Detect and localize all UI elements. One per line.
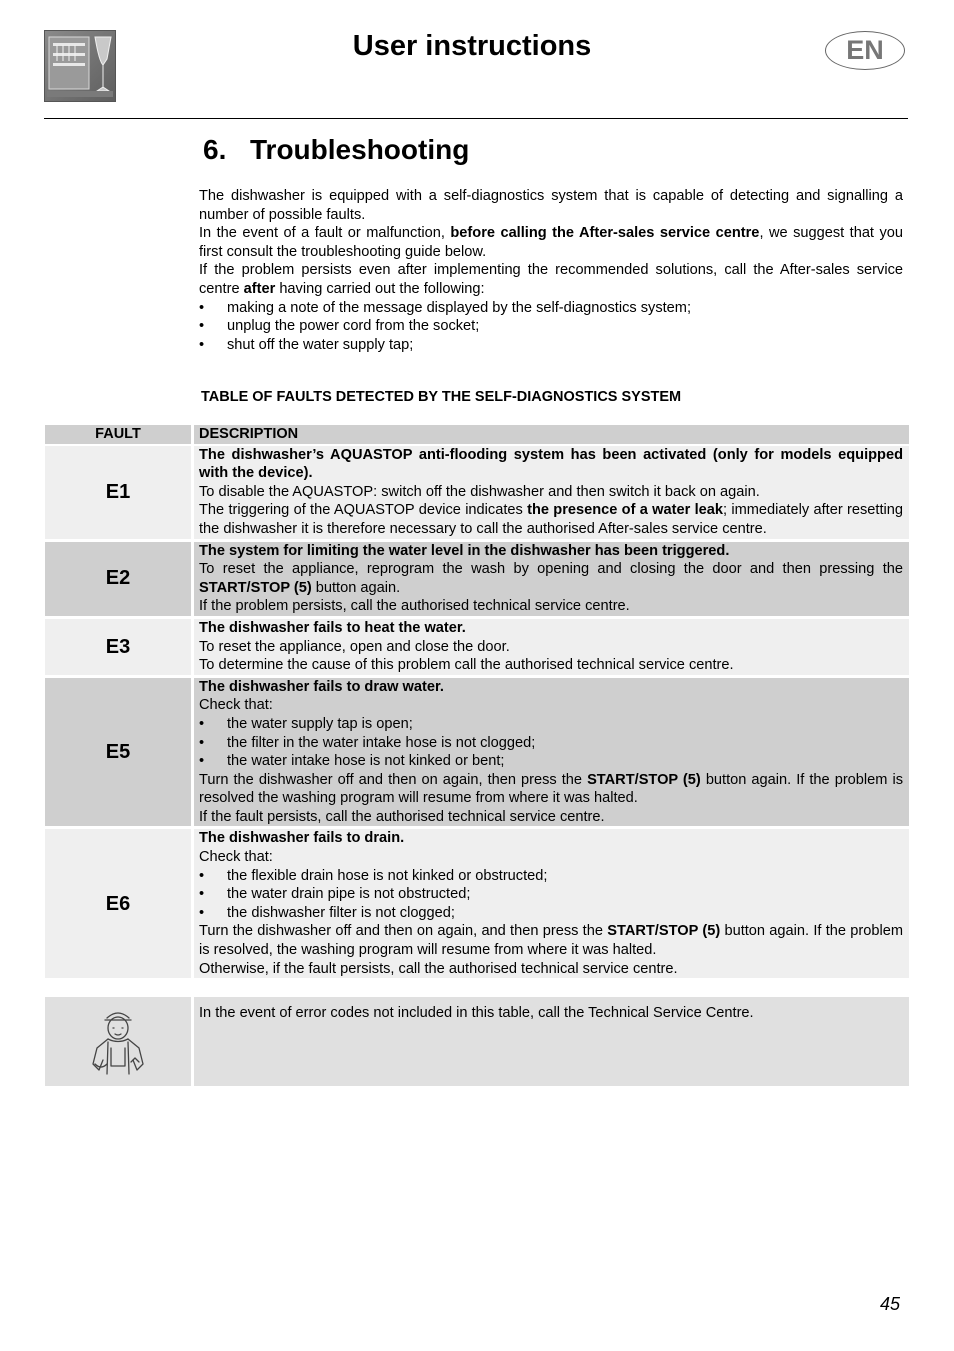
intro-bold-run: after	[243, 280, 276, 297]
list-item: • the water intake hose is not kinked or bent;	[199, 752, 903, 771]
intro-paragraph	[199, 261, 903, 298]
list-item: • making a note of the message displayed by the self-diagnostics system;	[199, 299, 903, 318]
fault-text-run: Turn the dishwasher off and then on again, then press the	[199, 771, 588, 788]
fault-description-e6	[194, 829, 909, 978]
fault-line: To determine the cause of this problem call the authorised technical service centre.	[199, 657, 734, 674]
fault-description-e3	[194, 619, 909, 675]
fault-bold-run: START/STOP (5)	[607, 923, 721, 940]
fault-bold-run: START/STOP (5)	[199, 579, 312, 596]
intro-text	[199, 187, 903, 354]
intro-text-run: having carried out the following:	[275, 280, 485, 297]
fault-text-run: To reset the appliance, reprogram the wash by opening and closing the door and then pressing the	[199, 561, 903, 578]
table-row	[45, 678, 909, 827]
fault-description-e5	[194, 678, 909, 827]
header-title: User instructions	[352, 30, 592, 62]
table-header-row	[45, 425, 909, 444]
fault-description-e2	[194, 542, 909, 616]
fault-line: To reset the appliance, open and close the door.	[199, 638, 510, 655]
table-row	[45, 619, 909, 675]
fault-line: If the problem persists, call the authorised technical service centre.	[199, 598, 630, 615]
table-heading: TABLE OF FAULTS DETECTED BY THE SELF-DIAGNOSTICS SYSTEM	[201, 389, 682, 405]
fault-title: The dishwasher fails to heat the water.	[199, 619, 466, 636]
table-row	[45, 829, 909, 978]
fault-code-e1: E1	[45, 446, 191, 539]
fault-text-run: button again. If the problem is resolved the washing program will resume from where it was halted.	[199, 771, 904, 807]
fault-line	[199, 922, 903, 959]
column-header-description: DESCRIPTION	[194, 425, 909, 444]
fault-line	[199, 501, 903, 538]
fault-line	[199, 560, 903, 597]
check-list	[199, 867, 903, 923]
fault-code-e6: E6	[45, 829, 191, 978]
list-item: • the flexible drain hose is not kinked or obstructed;	[199, 867, 903, 886]
fault-bold-run: START/STOP (5)	[587, 771, 701, 788]
language-badge: EN	[825, 31, 905, 70]
fault-description-e1	[194, 446, 909, 539]
intro-paragraph	[199, 224, 903, 261]
section-number: 6.	[203, 134, 227, 165]
fault-title: The dishwasher fails to draw water.	[199, 678, 444, 695]
intro-bullet-list	[199, 299, 903, 355]
page-number: 45	[880, 1294, 901, 1314]
intro-paragraph: The dishwasher is equipped with a self-diagnostics system that is capable of detecting and signalling a number of possible faults.	[199, 188, 903, 223]
table-row	[45, 446, 909, 539]
fault-line: Check that:	[199, 697, 273, 714]
fault-line: If the fault persists, call the authorised technical service centre.	[199, 808, 605, 825]
intro-bold-run: before calling the After-sales service centre	[450, 225, 760, 242]
section-title	[203, 134, 469, 166]
fault-text-run: The triggering of the AQUASTOP device indicates	[199, 502, 528, 519]
intro-text-run: If the problem persists even after implementing the recommended solutions, call the After-sales service centre	[199, 262, 903, 297]
fault-text-run: button again. If the problem is resolved, the washing program will resume from where it was halted.	[199, 923, 903, 959]
fault-line: To disable the AQUASTOP: switch off the dishwasher and then switch it back on again.	[199, 483, 760, 500]
check-list	[199, 715, 903, 771]
fault-code-e5: E5	[45, 678, 191, 827]
list-item: • the water drain pipe is not obstructed;	[199, 885, 903, 904]
list-item: • the water supply tap is open;	[199, 715, 903, 734]
list-item: • the dishwasher filter is not clogged;	[199, 904, 903, 923]
header-divider	[44, 118, 908, 119]
list-item: • unplug the power cord from the socket;	[199, 317, 903, 336]
fault-title: The dishwasher’s AQUASTOP anti-flooding system has been activated (only for models equipped with the device).	[199, 446, 903, 482]
fault-line: Check that:	[199, 849, 273, 866]
faults-table	[45, 425, 909, 1086]
fault-title: The system for limiting the water level in the dishwasher has been triggered.	[199, 542, 730, 559]
technician-icon	[45, 997, 191, 1086]
fault-text-run: button again.	[311, 579, 401, 596]
note-row	[45, 997, 909, 1086]
fault-line	[199, 771, 903, 808]
intro-text-run: In the event of a fault or malfunction,	[199, 225, 451, 242]
intro-text-run: , we suggest that you first consult the troubleshooting guide below.	[199, 225, 903, 260]
fault-line: Otherwise, if the fault persists, call the authorised technical service centre.	[199, 960, 678, 977]
fault-title: The dishwasher fails to drain.	[199, 830, 405, 847]
section-title-text: Troubleshooting	[250, 134, 470, 165]
list-item: • the filter in the water intake hose is not clogged;	[199, 734, 903, 753]
fault-text-run: Turn the dishwasher off and then on again, and then press the	[199, 923, 608, 940]
fault-text-run: ; immediately after resetting the dishwasher it is therefore necessary to call the authorised After-sales service centre.	[199, 502, 903, 537]
fault-code-e2: E2	[45, 542, 191, 616]
note-text: In the event of error codes not included in this table, call the Technical Service Centre.	[194, 997, 909, 1086]
column-header-fault: FAULT	[45, 425, 191, 444]
table-row	[45, 542, 909, 616]
fault-code-e3: E3	[45, 619, 191, 675]
list-item: • shut off the water supply tap;	[199, 336, 903, 355]
fault-bold-run: the presence of a water leak	[527, 502, 723, 519]
